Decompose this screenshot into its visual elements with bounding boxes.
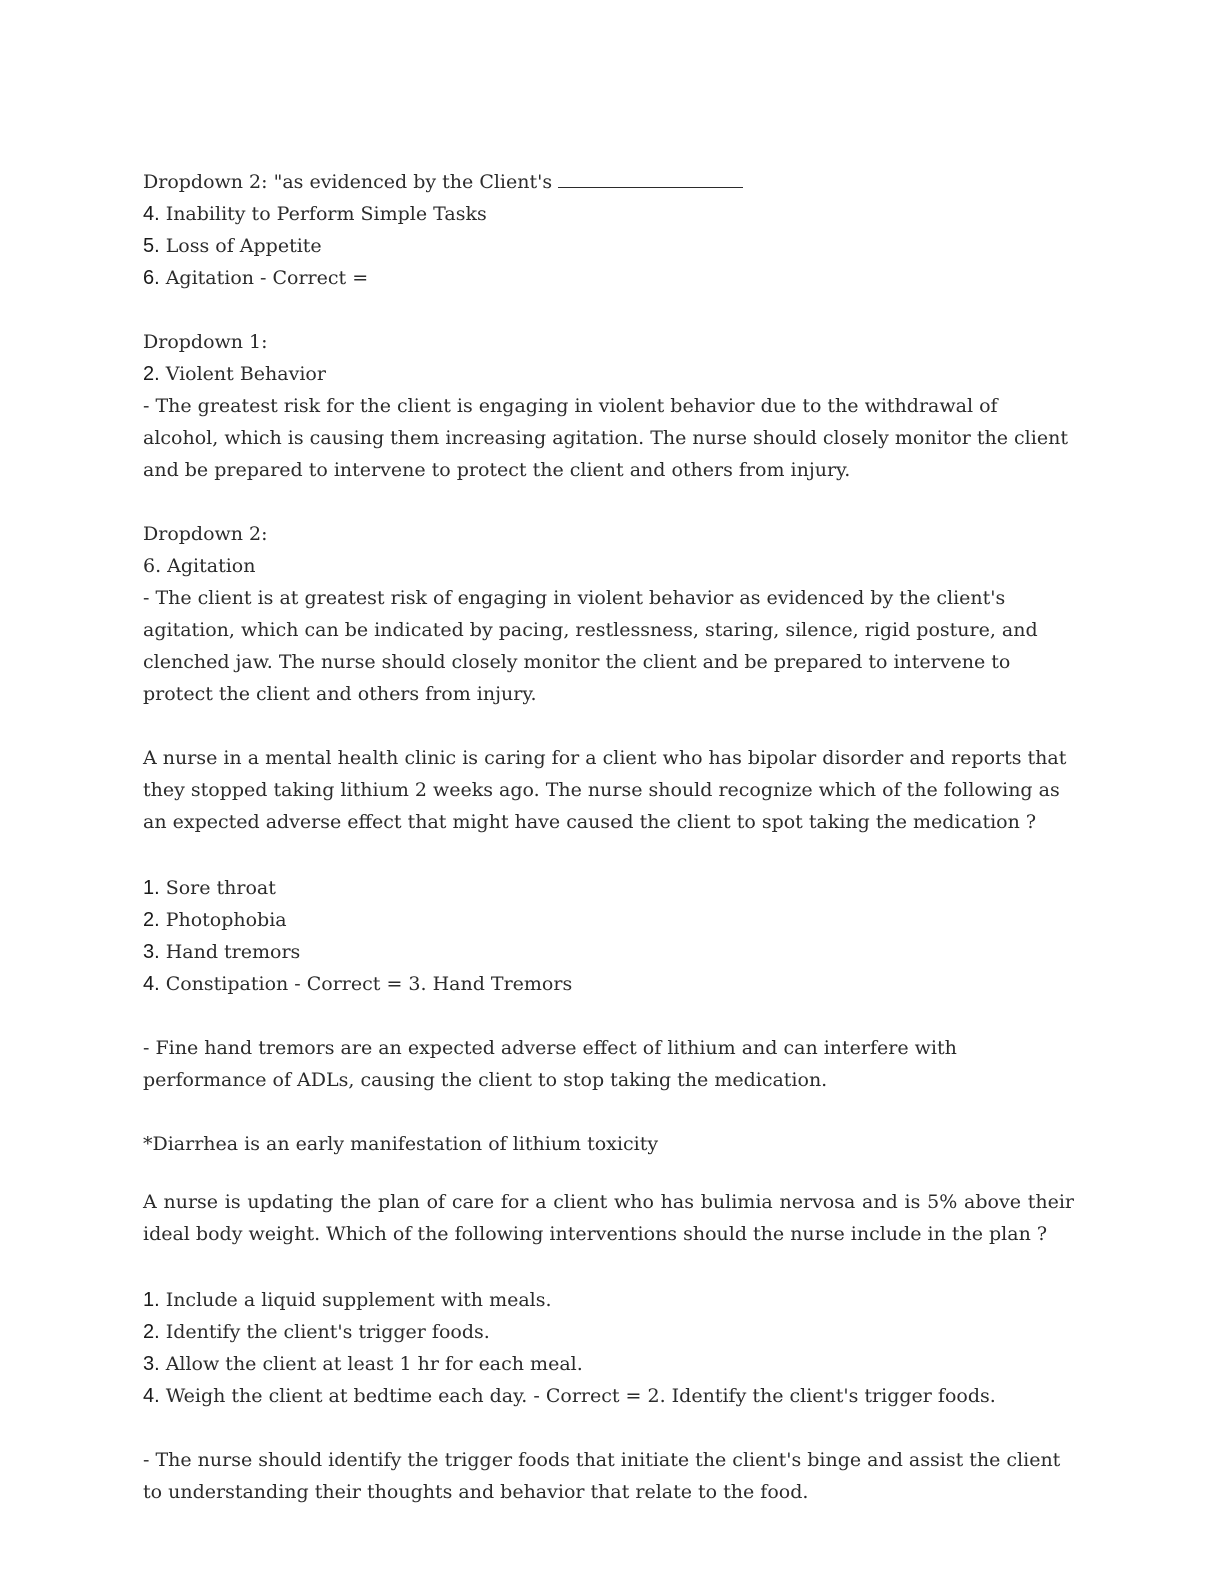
option-number: 1. — [143, 877, 160, 899]
rationale-paragraph: - Fine hand tremors are an expected adverse effect of lithium and can interfere with performance of ADLs, causing the client to stop taking the medication. — [143, 1037, 963, 1091]
item-number: 4. — [143, 203, 160, 225]
rationale-paragraph: - The nurse should identify the trigger foods that initiate the client's binge and assist the client to understanding their thoughts and behavior that relate to the food. — [143, 1449, 1067, 1503]
option-item — [143, 1380, 1074, 1412]
item-number: 2. — [143, 363, 160, 385]
question-lithium: A nurse in a mental health clinic is caring for a client who has bipolar disorder and reports that they stopped taking lithium 2 weeks ago. The nurse should recognize which of the following as an expected adverse effect that might have caused the client to spot taking the medication ? — [143, 747, 1073, 833]
option-item — [143, 872, 1074, 904]
list-item — [143, 230, 1074, 262]
option-item — [143, 1348, 1074, 1380]
option-text: Weigh the client at bedtime each day. - Correct = 2. Identify the client's trigger foods. — [165, 1385, 996, 1407]
option-number: 2. — [143, 909, 160, 931]
list-item — [143, 198, 1074, 230]
note-paragraph: *Diarrhea is an early manifestation of lithium toxicity — [143, 1133, 659, 1155]
option-number: 4. — [143, 1385, 160, 1407]
option-text: Sore throat — [165, 877, 276, 899]
list-item — [143, 358, 1074, 390]
list-item — [143, 262, 1074, 294]
dropdown2-heading — [143, 166, 1074, 198]
item-number: 5. — [143, 235, 160, 257]
option-text: Constipation - Correct = 3. Hand Tremors — [165, 973, 573, 995]
explanation-paragraph: - The client is at greatest risk of engaging in violent behavior as evidenced by the client's agitation, which can be indicated by pacing, restlessness, staring, silence, rigid posture, and clenched jaw. The nurse should closely monitor the client and be prepared to intervene to protect the client and others from injury. — [143, 587, 1044, 705]
option-item — [143, 1316, 1074, 1348]
item-number: 6. — [143, 267, 160, 289]
option-text: Allow the client at least 1 hr for each meal. — [165, 1353, 583, 1375]
dropdown2-heading-text: Dropdown 2: "as evidenced by the Client's — [143, 171, 553, 193]
explanation-paragraph: - The greatest risk for the client is engaging in violent behavior due to the withdrawal of alcohol, which is causing them increasing agitation. The nurse should closely monitor the client and be prepared to intervene to protect the client and others from injury. — [143, 395, 1074, 481]
list-item: 6. Agitation — [143, 555, 256, 577]
option-item — [143, 904, 1074, 936]
option-number: 2. — [143, 1321, 160, 1343]
dropdown1-heading: Dropdown 1: — [143, 331, 268, 353]
option-text: Identify the client's trigger foods. — [165, 1321, 490, 1343]
item-text: Agitation - Correct = — [165, 267, 369, 289]
option-item — [143, 936, 1074, 968]
item-text: Inability to Perform Simple Tasks — [165, 203, 487, 225]
option-number: 3. — [143, 1353, 160, 1375]
option-number: 1. — [143, 1289, 160, 1311]
option-text: Photophobia — [165, 909, 287, 931]
option-text: Hand tremors — [165, 941, 301, 963]
item-text: Loss of Appetite — [165, 235, 322, 257]
answer-blank — [558, 169, 743, 188]
item-text: Violent Behavior — [165, 363, 326, 385]
dropdown2-heading: Dropdown 2: — [143, 523, 268, 545]
option-text: Include a liquid supplement with meals. — [165, 1289, 552, 1311]
option-item — [143, 1284, 1074, 1316]
question-bulimia: A nurse is updating the plan of care for a client who has bulimia nervosa and is 5% above their ideal body weight. Which of the following interventions should the nurse include in the plan ? — [143, 1191, 1081, 1245]
option-number: 4. — [143, 973, 160, 995]
option-number: 3. — [143, 941, 160, 963]
option-item — [143, 968, 1074, 1000]
